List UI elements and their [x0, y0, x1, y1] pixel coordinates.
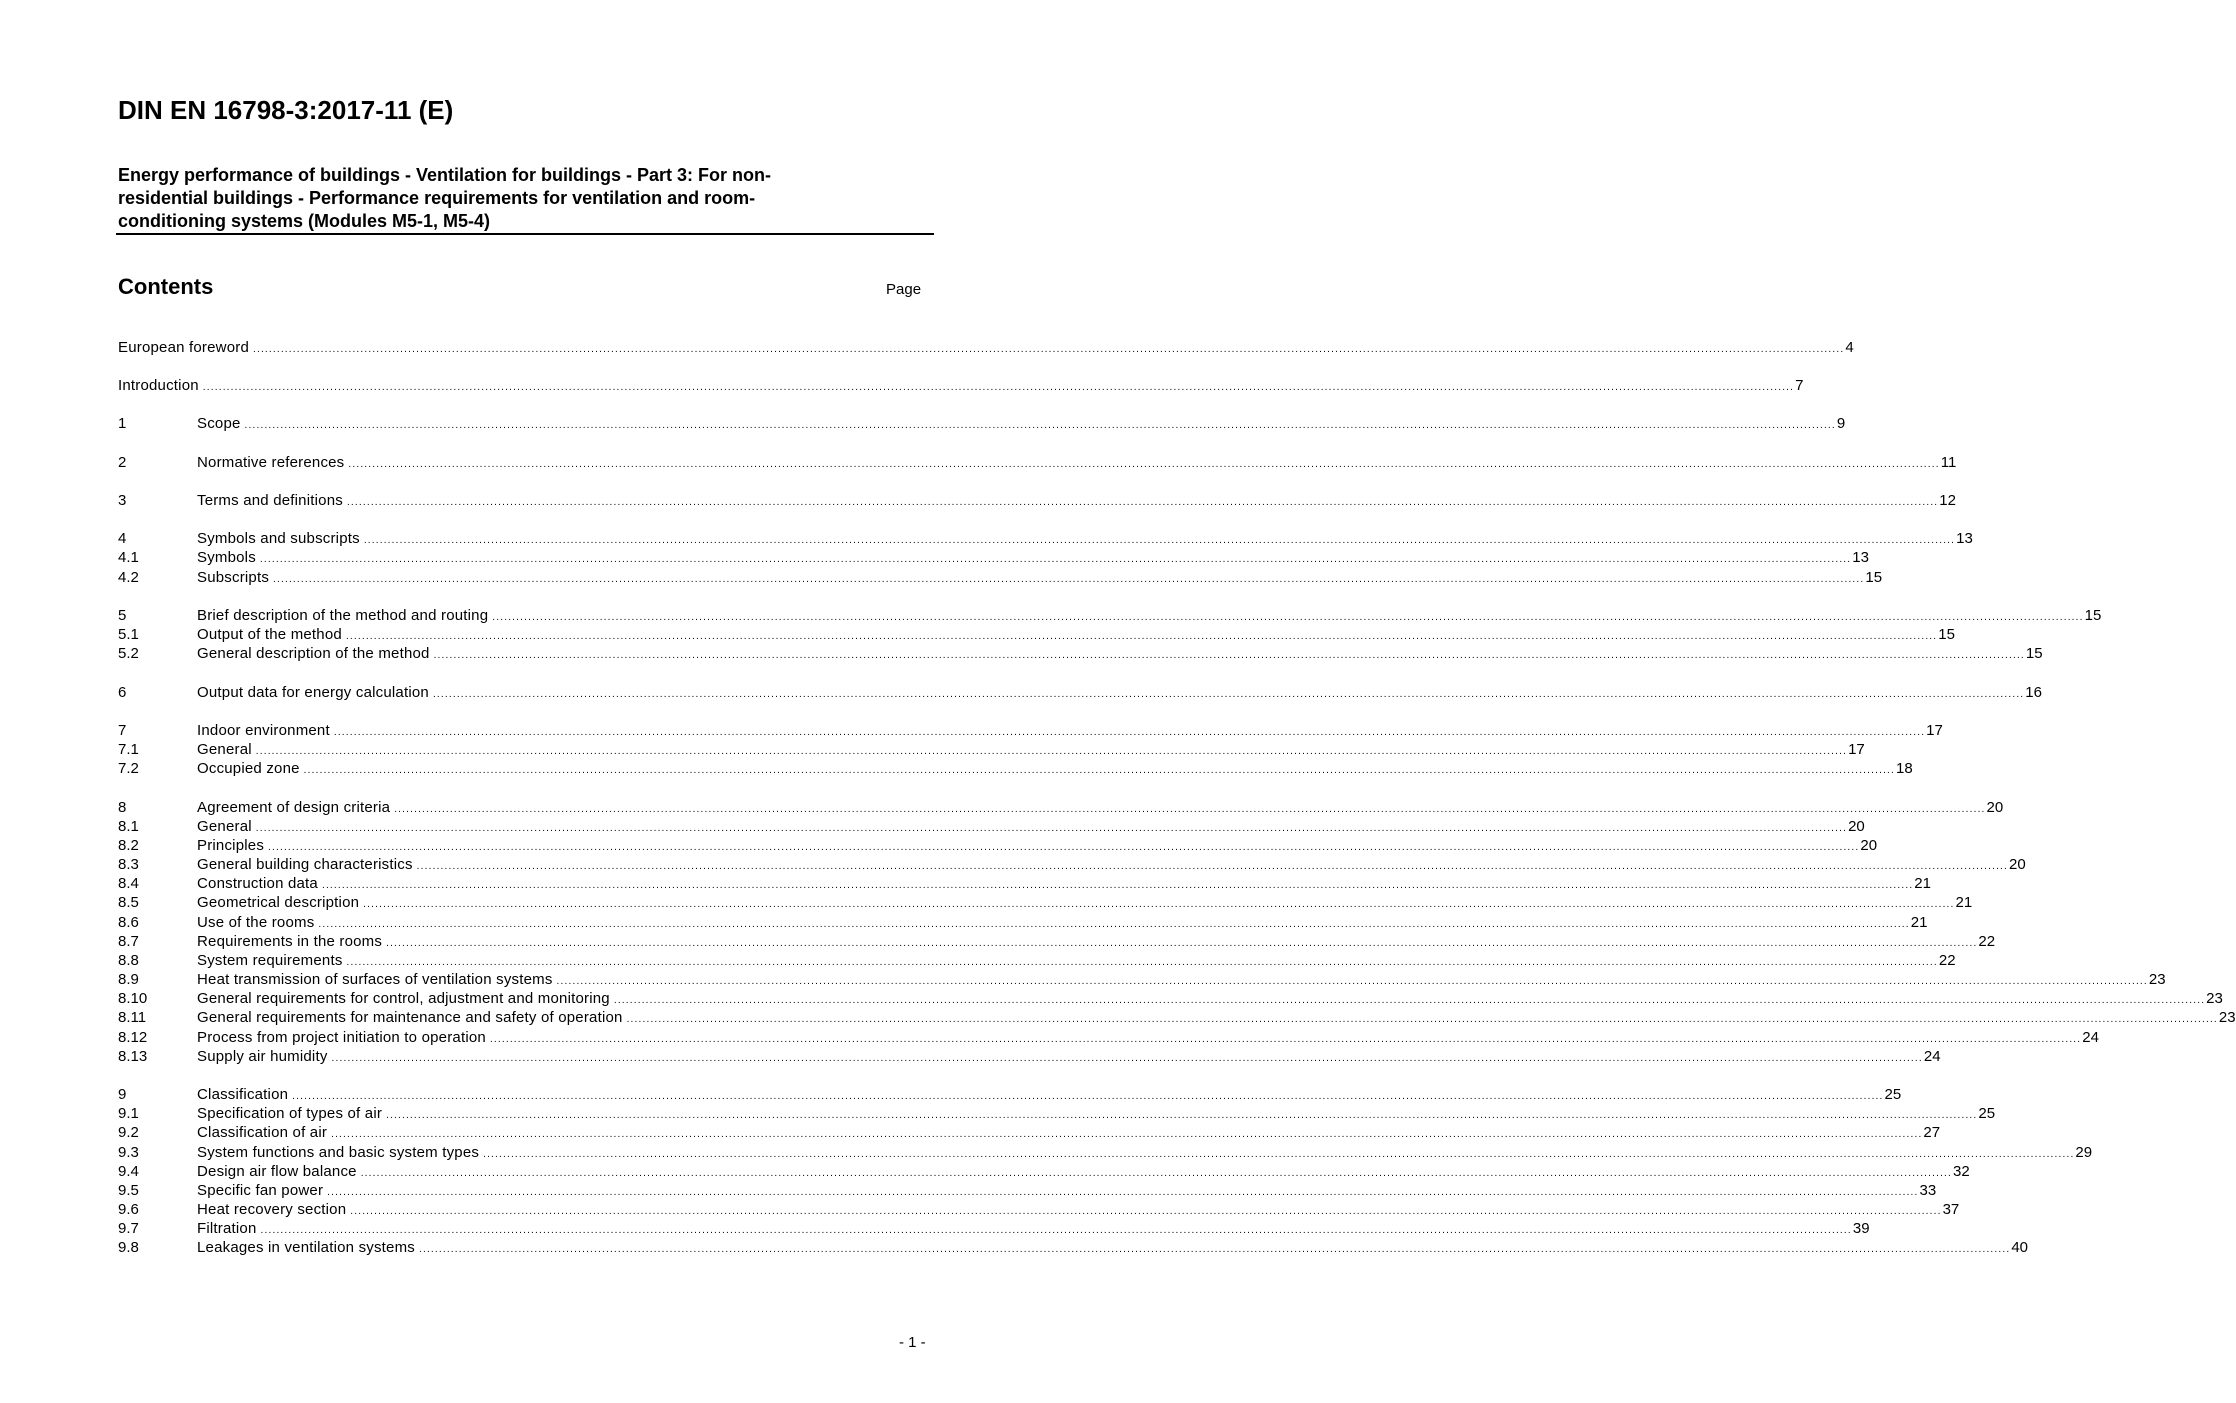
toc-dot-leader: ................................................................................................................................................................................................................................................................................................................................................................................................................: [613, 995, 2206, 1006]
toc-entry-title: General requirements for control, adjustment and monitoring: [197, 990, 610, 1007]
toc-entry-body: [197, 932, 1996, 952]
toc-entry-body: [197, 1219, 1870, 1239]
toc-dot-leader: ................................................................................................................................................................................................................................................................................................................................................................................................................: [292, 1091, 1884, 1102]
toc-entry-title: Symbols and subscripts: [197, 530, 360, 547]
toc-dot-leader: ................................................................................................................................................................................................................................................................................................................................................................................................................: [348, 459, 1940, 470]
toc-entry[interactable]: [118, 529, 1973, 549]
toc-entry-number: 4.1: [118, 549, 139, 566]
toc-dot-leader: ................................................................................................................................................................................................................................................................................................................................................................................................................: [202, 382, 1795, 393]
toc-entry-number: 4: [118, 530, 127, 547]
toc-entry-body: [197, 759, 1913, 779]
toc-dot-leader: ................................................................................................................................................................................................................................................................................................................................................................................................................: [318, 919, 1910, 930]
toc-entry-page: 22: [1938, 952, 1956, 969]
toc-entry-body: [197, 1162, 1970, 1182]
toc-entry-page: 15: [2084, 607, 2102, 624]
toc-entry-title: General: [197, 818, 252, 835]
toc-entry-title: Specification of types of air: [197, 1105, 383, 1122]
toc-entry-page: 16: [2025, 684, 2042, 701]
toc-entry-page: 13: [1852, 549, 1869, 566]
toc-entry-body: [197, 683, 2042, 703]
toc-dot-leader: ................................................................................................................................................................................................................................................................................................................................................................................................................: [346, 497, 1939, 508]
toc-entry[interactable]: [118, 625, 1955, 645]
toc-entry[interactable]: [118, 798, 2004, 818]
toc-entry-title: Classification: [197, 1086, 289, 1103]
toc-dot-leader: ................................................................................................................................................................................................................................................................................................................................................................................................................: [346, 957, 1938, 968]
toc-entry-number: 7.2: [118, 760, 139, 777]
toc-entry-title: Occupied zone: [197, 760, 300, 777]
toc-dot-leader: ................................................................................................................................................................................................................................................................................................................................................................................................................: [418, 1244, 2011, 1255]
toc-entry-number: 9.5: [118, 1182, 139, 1199]
toc-entry-number: 7: [118, 722, 127, 739]
toc-entry[interactable]: [118, 644, 2043, 664]
toc-dot-leader: ................................................................................................................................................................................................................................................................................................................................................................................................................: [363, 535, 1956, 546]
toc-entry-title: System requirements: [197, 952, 343, 969]
toc-entry[interactable]: [118, 1008, 2236, 1028]
toc-entry-number: 5: [118, 607, 127, 624]
toc-entry-number: 9.2: [118, 1124, 139, 1141]
toc-entry-page: 17: [1926, 722, 1943, 739]
toc-entry-body: [197, 1104, 1996, 1124]
toc-entry[interactable]: [118, 1028, 2099, 1048]
toc-entry-number: 9.6: [118, 1201, 139, 1218]
toc-entry[interactable]: [118, 721, 1943, 741]
toc-dot-leader: ................................................................................................................................................................................................................................................................................................................................................................................................................: [483, 1149, 2075, 1160]
toc-entry-page: 17: [1848, 741, 1865, 758]
toc-entry[interactable]: [118, 970, 2166, 990]
toc-entry-page: 20: [1848, 818, 1865, 835]
toc-entry-page: 15: [1938, 626, 1955, 643]
toc-entry-body: [197, 721, 1943, 741]
toc-entry[interactable]: [118, 1123, 1941, 1143]
toc-entry-number: 9.8: [118, 1239, 139, 1256]
toc-entry-body: [197, 1238, 2028, 1258]
toc-entry[interactable]: [118, 740, 1865, 760]
toc-entry-body: [197, 414, 1846, 434]
toc-entry-body: [197, 548, 1869, 568]
toc-dot-leader: ................................................................................................................................................................................................................................................................................................................................................................................................................: [255, 746, 1848, 757]
toc-entry-number: 8.7: [118, 933, 139, 950]
toc-dot-leader: ................................................................................................................................................................................................................................................................................................................................................................................................................: [626, 1014, 2218, 1025]
toc-entry-page: 32: [1953, 1163, 1970, 1180]
toc-entry[interactable]: [118, 1181, 1937, 1201]
toc-dot-leader: ................................................................................................................................................................................................................................................................................................................................................................................................................: [492, 612, 2084, 623]
document-title: Energy performance of buildings - Ventilation for buildings - Part 3: For non-residential buildings - Performance requirements for ventilation and room-conditioning systems (Modules M5-1, M5-4): [118, 165, 772, 231]
toc-entry-page: 29: [2075, 1144, 2093, 1161]
toc-dot-leader: ................................................................................................................................................................................................................................................................................................................................................................................................................: [360, 1168, 1953, 1179]
toc-entry[interactable]: [118, 1047, 1941, 1067]
toc-entry-number: 9.7: [118, 1220, 139, 1237]
toc-entry-number: 7.1: [118, 741, 139, 758]
document-id: DIN EN 16798-3:2017-11 (E): [118, 95, 454, 125]
toc-entry-number: 3: [118, 492, 127, 509]
toc-entry[interactable]: [118, 548, 1869, 568]
toc-entry-title: Heat transmission of surfaces of ventilation systems: [197, 971, 553, 988]
toc-entry[interactable]: [118, 932, 1996, 952]
toc-entry-page: 23: [2206, 990, 2223, 1007]
toc-entry-title: Design air flow balance: [197, 1163, 357, 1180]
toc-entry-number: 1: [118, 415, 127, 432]
toc-entry-title: Output of the method: [197, 626, 342, 643]
toc-entry-body: [197, 1200, 1960, 1220]
toc-dot-leader: ................................................................................................................................................................................................................................................................................................................................................................................................................: [556, 976, 2148, 987]
toc-entry[interactable]: [118, 1219, 1870, 1239]
toc-entry[interactable]: [118, 606, 2102, 626]
toc-entry-title: General: [197, 741, 252, 758]
toc-dot-leader: ................................................................................................................................................................................................................................................................................................................................................................................................................: [273, 574, 1865, 585]
toc-entry-page: 33: [1919, 1182, 1937, 1199]
toc-entry-page: 39: [1852, 1220, 1870, 1237]
toc-entry-body: [197, 874, 1931, 894]
toc-entry-page: 7: [1795, 377, 1804, 394]
toc-entry-page: 21: [1955, 894, 1973, 911]
toc-entry-title: Normative references: [197, 454, 345, 471]
toc-dot-leader: ................................................................................................................................................................................................................................................................................................................................................................................................................: [394, 804, 1986, 815]
toc-entry-body: [197, 1123, 1941, 1143]
toc-entry-title: Agreement of design criteria: [197, 799, 391, 816]
toc-entry-title: Filtration: [197, 1220, 257, 1237]
toc-entry-page: 21: [1914, 875, 1931, 892]
toc-dot-leader: ................................................................................................................................................................................................................................................................................................................................................................................................................: [432, 689, 2025, 700]
toc-dot-leader: ................................................................................................................................................................................................................................................................................................................................................................................................................: [321, 880, 1914, 891]
toc-entry-number: 6: [118, 684, 127, 701]
toc-entry-title: Process from project initiation to operation: [197, 1029, 486, 1046]
toc-entry-number: 8.5: [118, 894, 139, 911]
toc-entry-page: 9: [1836, 415, 1846, 432]
toc-entry-page: 27: [1923, 1124, 1941, 1141]
toc-dot-leader: ................................................................................................................................................................................................................................................................................................................................................................................................................: [350, 1206, 1942, 1217]
toc-entry[interactable]: [118, 683, 2042, 703]
toc-entry[interactable]: [118, 1104, 1996, 1124]
toc-entry-number: 8.1: [118, 818, 139, 835]
toc-entry-title: Brief description of the method and routing: [197, 607, 489, 624]
toc-entry[interactable]: [118, 491, 1956, 511]
toc-entry-page: 4: [1845, 339, 1854, 356]
footer-page-number: - 1 -: [899, 1334, 926, 1351]
toc-entry-title: Requirements in the rooms: [197, 933, 383, 950]
toc-entry-body: [197, 453, 1957, 473]
toc-entry-body: [197, 1047, 1941, 1067]
toc-entry-body: [118, 338, 1854, 358]
toc-entry-number: 8: [118, 799, 127, 816]
toc-entry[interactable]: [118, 836, 1878, 856]
toc-dot-leader: ................................................................................................................................................................................................................................................................................................................................................................................................................: [303, 765, 1895, 776]
toc-entry-body: [197, 568, 1883, 588]
toc-entry-title: Subscripts: [197, 569, 270, 586]
toc-entry-body: [197, 1181, 1937, 1201]
toc-dot-leader: ................................................................................................................................................................................................................................................................................................................................................................................................................: [489, 1034, 2082, 1045]
toc-dot-leader: ................................................................................................................................................................................................................................................................................................................................................................................................................: [416, 861, 2008, 872]
toc-entry-number: 9: [118, 1086, 127, 1103]
toc-entry-page: 37: [1942, 1201, 1960, 1218]
toc-entry-body: [197, 644, 2043, 664]
toc-dot-leader: ................................................................................................................................................................................................................................................................................................................................................................................................................: [244, 420, 1836, 431]
toc-dot-leader: ................................................................................................................................................................................................................................................................................................................................................................................................................: [260, 1225, 1852, 1236]
toc-dot-leader: ................................................................................................................................................................................................................................................................................................................................................................................................................: [259, 554, 1852, 565]
toc-entry[interactable]: [118, 1085, 1902, 1105]
toc-entry[interactable]: [118, 568, 1883, 588]
toc-entry-title: Classification of air: [197, 1124, 328, 1141]
toc-entry-page: 40: [2011, 1239, 2028, 1256]
toc-entry-page: 12: [1939, 492, 1956, 509]
toc-entry-number: 8.11: [118, 1009, 147, 1026]
toc-entry[interactable]: [118, 817, 1865, 837]
toc-entry-number: 8.13: [118, 1048, 148, 1065]
toc-dot-leader: ................................................................................................................................................................................................................................................................................................................................................................................................................: [333, 727, 1926, 738]
toc-entry-page: 11: [1940, 454, 1957, 471]
toc-entry-number: 9.4: [118, 1163, 139, 1180]
toc-entry-page: 21: [1910, 914, 1928, 931]
toc-entry-body: [197, 836, 1878, 856]
toc-entry-body: [197, 913, 1928, 933]
toc-dot-leader: ................................................................................................................................................................................................................................................................................................................................................................................................................: [327, 1187, 1919, 1198]
toc-entry-title: Terms and definitions: [197, 492, 343, 509]
toc-entry-body: [118, 376, 1804, 396]
toc-entry-number: 4.2: [118, 569, 139, 586]
toc-entry-page: 20: [2009, 856, 2026, 873]
toc-entry[interactable]: [118, 855, 2026, 875]
page-column-heading: Page: [886, 281, 922, 298]
toc-dot-leader: ................................................................................................................................................................................................................................................................................................................................................................................................................: [386, 938, 1978, 949]
toc-entry-body: [197, 893, 1973, 913]
toc-entry-number: 8.4: [118, 875, 139, 892]
toc-entry-body: [197, 817, 1865, 837]
toc-entry-page: 25: [1978, 1105, 1996, 1122]
toc-entry-title: Output data for energy calculation: [197, 684, 429, 701]
toc-entry[interactable]: [118, 1238, 2028, 1258]
toc-entry-body: [197, 798, 2004, 818]
toc-entry-number: 8.12: [118, 1029, 148, 1046]
toc-entry-page: 18: [1896, 760, 1913, 777]
toc-dot-leader: ................................................................................................................................................................................................................................................................................................................................................................................................................: [345, 631, 1938, 642]
toc-entry-title: Geometrical description: [197, 894, 360, 911]
toc-entry[interactable]: [118, 376, 1804, 396]
toc-dot-leader: ................................................................................................................................................................................................................................................................................................................................................................................................................: [363, 899, 1955, 910]
toc-entry-title: Supply air humidity: [197, 1048, 328, 1065]
toc-entry-number: 8.9: [118, 971, 139, 988]
toc-entry-body: [197, 1008, 2236, 1028]
toc-entry-body: [197, 1143, 2093, 1163]
toc-entry-page: 15: [2025, 645, 2043, 662]
toc-entry[interactable]: [118, 414, 1846, 434]
toc-entry-title: European foreword: [118, 339, 249, 356]
toc-entry-body: [197, 855, 2026, 875]
toc-entry-title: Use of the rooms: [197, 914, 315, 931]
contents-heading: Contents: [118, 274, 214, 299]
toc-entry[interactable]: [118, 453, 1957, 473]
toc-entry-page: 22: [1978, 933, 1996, 950]
toc-entry-number: 8.6: [118, 914, 139, 931]
toc-entry-title: Indoor environment: [197, 722, 330, 739]
toc-entry-body: [197, 951, 1956, 971]
toc-entry-page: 13: [1956, 530, 1973, 547]
toc-entry-body: [197, 625, 1955, 645]
toc-entry-body: [197, 970, 2166, 990]
toc-dot-leader: ................................................................................................................................................................................................................................................................................................................................................................................................................: [433, 650, 2025, 661]
toc-entry-page: 25: [1884, 1086, 1902, 1103]
toc-entry[interactable]: [118, 913, 1928, 933]
toc-entry-body: [197, 740, 1865, 760]
toc-entry-body: [197, 529, 1973, 549]
toc-entry-number: 8.10: [118, 990, 148, 1007]
toc-dot-leader: ................................................................................................................................................................................................................................................................................................................................................................................................................: [331, 1129, 1923, 1140]
toc-entry-number: 8.2: [118, 837, 139, 854]
toc-entry-page: 23: [2218, 1009, 2236, 1026]
toc-entry-page: 23: [2148, 971, 2166, 988]
toc-dot-leader: ................................................................................................................................................................................................................................................................................................................................................................................................................: [268, 842, 1860, 853]
toc-entry-number: 5.2: [118, 645, 139, 662]
toc-entry[interactable]: [118, 759, 1913, 779]
toc-entry-title: General building characteristics: [197, 856, 413, 873]
toc-entry[interactable]: [118, 989, 2223, 1009]
toc-entry-title: Introduction: [118, 377, 199, 394]
toc-entry-page: 24: [2082, 1029, 2099, 1046]
toc-entry-number: 5.1: [118, 626, 139, 643]
toc-entry-body: [197, 491, 1956, 511]
toc-entry-page: 20: [1986, 799, 2004, 816]
toc-entry-title: General description of the method: [197, 645, 430, 662]
toc-entry-page: 24: [1923, 1048, 1941, 1065]
toc-entry[interactable]: [118, 1162, 1970, 1182]
toc-entry[interactable]: [118, 1143, 2093, 1163]
toc-entry-title: Specific fan power: [197, 1182, 324, 1199]
toc-dot-leader: ................................................................................................................................................................................................................................................................................................................................................................................................................: [252, 344, 1845, 355]
toc-entry-number: 8.8: [118, 952, 139, 969]
toc-entry-page: 15: [1865, 569, 1883, 586]
toc-entry-title: Principles: [197, 837, 265, 854]
toc-entry-title: General requirements for maintenance and safety of operation: [197, 1009, 623, 1026]
toc-entry-title: Construction data: [197, 875, 318, 892]
toc-entry-page: 20: [1860, 837, 1878, 854]
toc-entry-number: 9.1: [118, 1105, 139, 1122]
toc-entry[interactable]: [118, 1200, 1960, 1220]
toc-entry-title: Symbols: [197, 549, 256, 566]
toc-dot-leader: ................................................................................................................................................................................................................................................................................................................................................................................................................: [255, 823, 1848, 834]
toc-entry[interactable]: [118, 338, 1854, 358]
toc-entry-title: System functions and basic system types: [197, 1144, 480, 1161]
toc-entry-body: [197, 606, 2102, 626]
toc-entry-body: [197, 1028, 2099, 1048]
toc-entry[interactable]: [118, 874, 1931, 894]
toc-dot-leader: ................................................................................................................................................................................................................................................................................................................................................................................................................: [331, 1053, 1923, 1064]
toc-entry-number: 9.3: [118, 1144, 139, 1161]
title-divider: [116, 233, 934, 235]
toc-entry-number: 2: [118, 454, 127, 471]
toc-entry-title: Heat recovery section: [197, 1201, 347, 1218]
toc-entry[interactable]: [118, 951, 1956, 971]
toc-entry-body: [197, 989, 2223, 1009]
toc-entry-title: Leakages in ventilation systems: [197, 1239, 415, 1256]
toc-entry[interactable]: [118, 893, 1973, 913]
toc-entry-number: 8.3: [118, 856, 139, 873]
toc-entry-body: [197, 1085, 1902, 1105]
toc-entry-title: Scope: [197, 415, 241, 432]
toc-dot-leader: ................................................................................................................................................................................................................................................................................................................................................................................................................: [386, 1110, 1978, 1121]
